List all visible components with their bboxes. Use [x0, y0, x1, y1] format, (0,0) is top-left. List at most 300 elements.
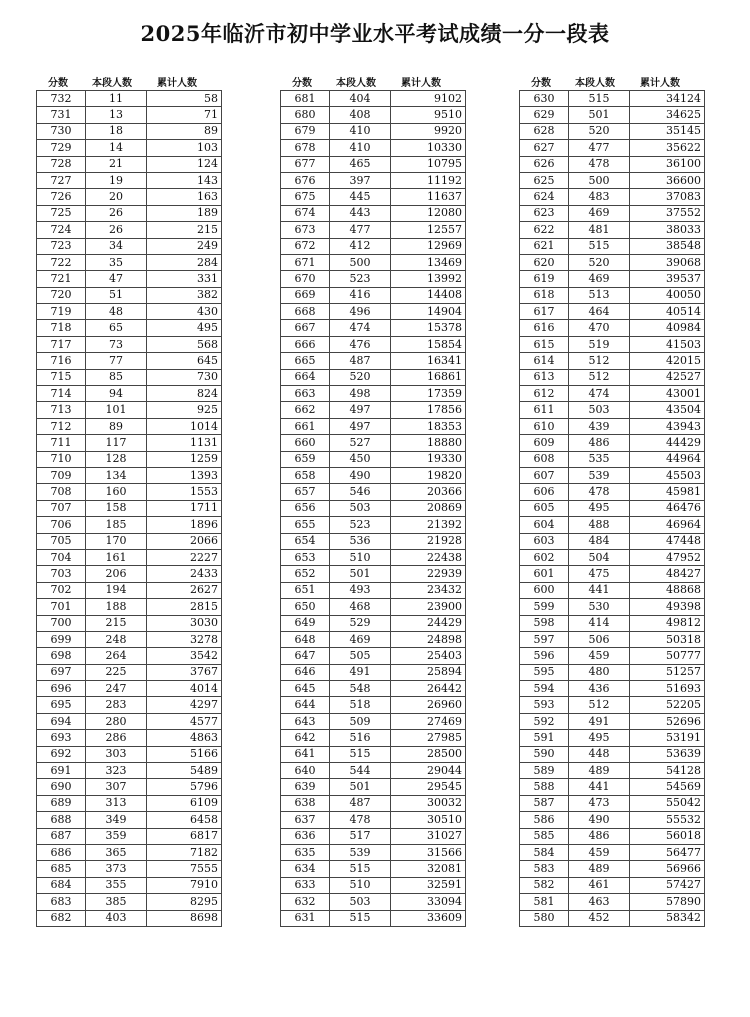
cumulative-count-cell: 2627: [147, 582, 222, 598]
score-cell: 728: [37, 156, 86, 172]
segment-count-cell: 512: [569, 353, 630, 369]
segment-count-cell: 355: [86, 877, 147, 893]
table-row: [520, 205, 705, 221]
segment-count-cell: 490: [330, 467, 391, 483]
score-cell: 701: [37, 599, 86, 615]
table-row: [37, 664, 222, 680]
score-cell: 696: [37, 681, 86, 697]
cumulative-count-cell: 15378: [391, 320, 466, 336]
cumulative-count-cell: 47448: [630, 533, 705, 549]
segment-count-cell: 20: [86, 189, 147, 205]
table-row: [37, 861, 222, 877]
segment-count-cell: 94: [86, 386, 147, 402]
segment-count-cell: 517: [330, 828, 391, 844]
cumulative-count-cell: 124: [147, 156, 222, 172]
column-header: [36, 72, 222, 90]
cumulative-count-cell: 11192: [391, 172, 466, 188]
segment-count-cell: 474: [569, 386, 630, 402]
segment-count-cell: 117: [86, 435, 147, 451]
cumulative-count-cell: 103: [147, 140, 222, 156]
table-row: [37, 451, 222, 467]
score-cell: 674: [281, 205, 330, 221]
score-cell: 635: [281, 844, 330, 860]
table-row: [520, 648, 705, 664]
cumulative-count-cell: 37552: [630, 205, 705, 221]
score-cell: 641: [281, 746, 330, 762]
segment-count-cell: 523: [330, 517, 391, 533]
score-cell: 669: [281, 287, 330, 303]
score-cell: 591: [520, 730, 569, 746]
score-cell: 615: [520, 336, 569, 352]
segment-count-cell: 468: [330, 599, 391, 615]
segment-count-cell: 303: [86, 746, 147, 762]
cumulative-count-cell: 54128: [630, 763, 705, 779]
table-row: [281, 205, 466, 221]
score-cell: 594: [520, 681, 569, 697]
table-row: [520, 910, 705, 926]
segment-count-cell: 530: [569, 599, 630, 615]
score-cell: 630: [520, 91, 569, 107]
cumulative-count-cell: 16341: [391, 353, 466, 369]
table-row: [37, 549, 222, 565]
table-row: [37, 566, 222, 582]
cumulative-count-cell: 7555: [147, 861, 222, 877]
segment-count-cell: 445: [330, 189, 391, 205]
table-row: [281, 386, 466, 402]
segment-count-cell: 441: [569, 582, 630, 598]
table-row: [281, 631, 466, 647]
table-row: [520, 500, 705, 516]
cumulative-count-cell: 58: [147, 91, 222, 107]
cumulative-count-cell: 23900: [391, 599, 466, 615]
segment-count-cell: 515: [330, 861, 391, 877]
table-row: [281, 795, 466, 811]
table-row: [520, 779, 705, 795]
score-cell: 642: [281, 730, 330, 746]
score-cell: 668: [281, 304, 330, 320]
score-cell: 647: [281, 648, 330, 664]
table-row: [520, 861, 705, 877]
table-row: [281, 320, 466, 336]
table-row: [520, 533, 705, 549]
score-cell: 587: [520, 795, 569, 811]
table-row: [520, 353, 705, 369]
table-row: [520, 484, 705, 500]
score-cell: 681: [281, 91, 330, 107]
score-cell: 671: [281, 254, 330, 270]
table-row: [37, 369, 222, 385]
segment-count-cell: 546: [330, 484, 391, 500]
segment-count-cell: 477: [330, 222, 391, 238]
score-table: [280, 90, 466, 927]
score-cell: 725: [37, 205, 86, 221]
cumulative-count-cell: 18353: [391, 418, 466, 434]
segment-count-cell: 505: [330, 648, 391, 664]
cumulative-count-cell: 18880: [391, 435, 466, 451]
score-cell: 721: [37, 271, 86, 287]
segment-count-cell: 527: [330, 435, 391, 451]
table-row: [520, 369, 705, 385]
score-cell: 693: [37, 730, 86, 746]
segment-count-cell: 515: [569, 238, 630, 254]
cumulative-count-cell: 43001: [630, 386, 705, 402]
score-cell: 731: [37, 107, 86, 123]
segment-count-cell: 520: [330, 369, 391, 385]
score-cell: 646: [281, 664, 330, 680]
table-row: [281, 91, 466, 107]
score-cell: 702: [37, 582, 86, 598]
segment-count-cell: 498: [330, 386, 391, 402]
cumulative-count-cell: 23432: [391, 582, 466, 598]
table-row: [37, 500, 222, 516]
score-column-3: [519, 72, 705, 927]
table-row: [520, 336, 705, 352]
table-row: [37, 713, 222, 729]
score-cell: 699: [37, 631, 86, 647]
cumulative-count-cell: 51693: [630, 681, 705, 697]
score-cell: 628: [520, 123, 569, 139]
table-row: [281, 861, 466, 877]
score-cell: 694: [37, 713, 86, 729]
table-row: [520, 189, 705, 205]
table-row: [520, 467, 705, 483]
cumulative-count-cell: 430: [147, 304, 222, 320]
score-cell: 597: [520, 631, 569, 647]
cumulative-count-cell: 331: [147, 271, 222, 287]
table-row: [520, 877, 705, 893]
segment-count-cell: 448: [569, 746, 630, 762]
cumulative-count-cell: 143: [147, 172, 222, 188]
cumulative-count-cell: 284: [147, 254, 222, 270]
cumulative-count-cell: 13992: [391, 271, 466, 287]
cumulative-count-cell: 30032: [391, 795, 466, 811]
cumulative-count-cell: 5489: [147, 763, 222, 779]
cumulative-count-cell: 55042: [630, 795, 705, 811]
cumulative-count-cell: 38548: [630, 238, 705, 254]
table-row: [37, 320, 222, 336]
cumulative-count-cell: 1711: [147, 500, 222, 516]
table-row: [520, 418, 705, 434]
score-cell: 590: [520, 746, 569, 762]
cumulative-count-cell: 21928: [391, 533, 466, 549]
table-row: [520, 763, 705, 779]
cumulative-count-cell: 56018: [630, 828, 705, 844]
score-cell: 688: [37, 812, 86, 828]
segment-count-cell: 501: [569, 107, 630, 123]
segment-count-cell: 443: [330, 205, 391, 221]
cumulative-count-cell: 37083: [630, 189, 705, 205]
table-row: [281, 533, 466, 549]
cumulative-count-cell: 15854: [391, 336, 466, 352]
table-row: [37, 287, 222, 303]
table-row: [281, 238, 466, 254]
table-row: [281, 287, 466, 303]
table-row: [520, 91, 705, 107]
table-row: [37, 795, 222, 811]
table-row: [520, 107, 705, 123]
segment-count-cell: 73: [86, 336, 147, 352]
score-cell: 640: [281, 763, 330, 779]
table-row: [281, 222, 466, 238]
segment-count-cell: 21: [86, 156, 147, 172]
cumulative-count-cell: 40514: [630, 304, 705, 320]
segment-count-cell: 495: [569, 730, 630, 746]
header-score: 分数: [292, 77, 312, 89]
score-cell: 613: [520, 369, 569, 385]
cumulative-count-cell: 31566: [391, 844, 466, 860]
cumulative-count-cell: 8698: [147, 910, 222, 926]
segment-count-cell: 539: [569, 467, 630, 483]
cumulative-count-cell: 45981: [630, 484, 705, 500]
cumulative-count-cell: 44964: [630, 451, 705, 467]
segment-count-cell: 441: [569, 779, 630, 795]
table-row: [281, 402, 466, 418]
segment-count-cell: 509: [330, 713, 391, 729]
header-segment-count: 本段人数: [336, 77, 376, 89]
score-cell: 614: [520, 353, 569, 369]
table-row: [520, 812, 705, 828]
table-row: [281, 140, 466, 156]
segment-count-cell: 412: [330, 238, 391, 254]
table-row: [37, 418, 222, 434]
segment-count-cell: 459: [569, 648, 630, 664]
column-header: [519, 72, 705, 90]
cumulative-count-cell: 645: [147, 353, 222, 369]
table-row: [37, 779, 222, 795]
table-row: [281, 894, 466, 910]
cumulative-count-cell: 36100: [630, 156, 705, 172]
cumulative-count-cell: 4014: [147, 681, 222, 697]
segment-count-cell: 487: [330, 795, 391, 811]
cumulative-count-cell: 36600: [630, 172, 705, 188]
cumulative-count-cell: 30510: [391, 812, 466, 828]
column-header: [280, 72, 466, 90]
table-row: [37, 812, 222, 828]
segment-count-cell: 500: [569, 172, 630, 188]
cumulative-count-cell: 44429: [630, 435, 705, 451]
score-column-1: [36, 72, 222, 927]
table-row: [520, 844, 705, 860]
table-row: [37, 467, 222, 483]
cumulative-count-cell: 2227: [147, 549, 222, 565]
cumulative-count-cell: 8295: [147, 894, 222, 910]
cumulative-count-cell: 6458: [147, 812, 222, 828]
segment-count-cell: 490: [569, 812, 630, 828]
cumulative-count-cell: 10795: [391, 156, 466, 172]
segment-count-cell: 504: [569, 549, 630, 565]
segment-count-cell: 510: [330, 877, 391, 893]
score-cell: 625: [520, 172, 569, 188]
cumulative-count-cell: 41503: [630, 336, 705, 352]
segment-count-cell: 404: [330, 91, 391, 107]
segment-count-cell: 359: [86, 828, 147, 844]
segment-count-cell: 101: [86, 402, 147, 418]
cumulative-count-cell: 49812: [630, 615, 705, 631]
cumulative-count-cell: 40984: [630, 320, 705, 336]
cumulative-count-cell: 24429: [391, 615, 466, 631]
cumulative-count-cell: 2066: [147, 533, 222, 549]
segment-count-cell: 89: [86, 418, 147, 434]
score-cell: 645: [281, 681, 330, 697]
score-cell: 685: [37, 861, 86, 877]
segment-count-cell: 13: [86, 107, 147, 123]
segment-count-cell: 481: [569, 222, 630, 238]
score-cell: 650: [281, 599, 330, 615]
score-cell: 715: [37, 369, 86, 385]
table-row: [37, 648, 222, 664]
segment-count-cell: 478: [330, 812, 391, 828]
cumulative-count-cell: 382: [147, 287, 222, 303]
header-cumulative-count: 累计人数: [640, 77, 680, 89]
score-cell: 711: [37, 435, 86, 451]
table-row: [281, 566, 466, 582]
segment-count-cell: 548: [330, 681, 391, 697]
segment-count-cell: 489: [569, 763, 630, 779]
segment-count-cell: 349: [86, 812, 147, 828]
table-row: [520, 730, 705, 746]
cumulative-count-cell: 48427: [630, 566, 705, 582]
cumulative-count-cell: 39068: [630, 254, 705, 270]
segment-count-cell: 26: [86, 205, 147, 221]
table-row: [281, 713, 466, 729]
cumulative-count-cell: 5796: [147, 779, 222, 795]
segment-count-cell: 51: [86, 287, 147, 303]
score-cell: 703: [37, 566, 86, 582]
cumulative-count-cell: 1131: [147, 435, 222, 451]
score-cell: 633: [281, 877, 330, 893]
segment-count-cell: 519: [569, 336, 630, 352]
cumulative-count-cell: 43504: [630, 402, 705, 418]
cumulative-count-cell: 4577: [147, 713, 222, 729]
cumulative-count-cell: 52696: [630, 713, 705, 729]
segment-count-cell: 506: [569, 631, 630, 647]
score-cell: 634: [281, 861, 330, 877]
cumulative-count-cell: 26960: [391, 697, 466, 713]
segment-count-cell: 469: [569, 205, 630, 221]
segment-count-cell: 408: [330, 107, 391, 123]
segment-count-cell: 520: [569, 254, 630, 270]
score-cell: 720: [37, 287, 86, 303]
cumulative-count-cell: 3278: [147, 631, 222, 647]
cumulative-count-cell: 20869: [391, 500, 466, 516]
score-cell: 712: [37, 418, 86, 434]
table-row: [281, 123, 466, 139]
segment-count-cell: 225: [86, 664, 147, 680]
segment-count-cell: 477: [569, 140, 630, 156]
cumulative-count-cell: 57427: [630, 877, 705, 893]
cumulative-count-cell: 249: [147, 238, 222, 254]
cumulative-count-cell: 25403: [391, 648, 466, 664]
cumulative-count-cell: 20366: [391, 484, 466, 500]
segment-count-cell: 495: [569, 500, 630, 516]
table-row: [281, 763, 466, 779]
table-row: [281, 779, 466, 795]
cumulative-count-cell: 9510: [391, 107, 466, 123]
score-cell: 686: [37, 844, 86, 860]
cumulative-count-cell: 39537: [630, 271, 705, 287]
table-row: [37, 353, 222, 369]
segment-count-cell: 529: [330, 615, 391, 631]
score-cell: 679: [281, 123, 330, 139]
score-cell: 708: [37, 484, 86, 500]
cumulative-count-cell: 17856: [391, 402, 466, 418]
cumulative-count-cell: 10330: [391, 140, 466, 156]
score-cell: 586: [520, 812, 569, 828]
table-row: [37, 156, 222, 172]
score-cell: 651: [281, 582, 330, 598]
cumulative-count-cell: 42015: [630, 353, 705, 369]
cumulative-count-cell: 19820: [391, 467, 466, 483]
table-row: [520, 549, 705, 565]
table-row: [520, 254, 705, 270]
table-row: [281, 467, 466, 483]
segment-count-cell: 161: [86, 549, 147, 565]
table-row: [281, 648, 466, 664]
table-row: [281, 812, 466, 828]
score-cell: 730: [37, 123, 86, 139]
segment-count-cell: 491: [330, 664, 391, 680]
cumulative-count-cell: 189: [147, 205, 222, 221]
segment-count-cell: 206: [86, 566, 147, 582]
score-cell: 609: [520, 435, 569, 451]
table-row: [520, 582, 705, 598]
cumulative-count-cell: 3542: [147, 648, 222, 664]
cumulative-count-cell: 46964: [630, 517, 705, 533]
table-row: [37, 763, 222, 779]
score-cell: 692: [37, 746, 86, 762]
score-cell: 654: [281, 533, 330, 549]
table-row: [37, 123, 222, 139]
segment-count-cell: 539: [330, 844, 391, 860]
cumulative-count-cell: 1259: [147, 451, 222, 467]
score-cell: 680: [281, 107, 330, 123]
segment-count-cell: 307: [86, 779, 147, 795]
table-row: [281, 107, 466, 123]
table-row: [37, 304, 222, 320]
table-row: [37, 254, 222, 270]
cumulative-count-cell: 1896: [147, 517, 222, 533]
score-cell: 639: [281, 779, 330, 795]
cumulative-count-cell: 32591: [391, 877, 466, 893]
table-row: [520, 894, 705, 910]
table-row: [281, 353, 466, 369]
segment-count-cell: 476: [330, 336, 391, 352]
table-row: [281, 189, 466, 205]
segment-count-cell: 11: [86, 91, 147, 107]
cumulative-count-cell: 49398: [630, 599, 705, 615]
table-row: [37, 517, 222, 533]
segment-count-cell: 501: [330, 566, 391, 582]
cumulative-count-cell: 25894: [391, 664, 466, 680]
table-row: [281, 304, 466, 320]
segment-count-cell: 34: [86, 238, 147, 254]
cumulative-count-cell: 56966: [630, 861, 705, 877]
segment-count-cell: 503: [569, 402, 630, 418]
cumulative-count-cell: 53639: [630, 746, 705, 762]
segment-count-cell: 475: [569, 566, 630, 582]
segment-count-cell: 544: [330, 763, 391, 779]
cumulative-count-cell: 34625: [630, 107, 705, 123]
segment-count-cell: 194: [86, 582, 147, 598]
table-row: [281, 435, 466, 451]
cumulative-count-cell: 45503: [630, 467, 705, 483]
score-cell: 682: [37, 910, 86, 926]
segment-count-cell: 436: [569, 681, 630, 697]
cumulative-count-cell: 4863: [147, 730, 222, 746]
cumulative-count-cell: 6817: [147, 828, 222, 844]
cumulative-count-cell: 32081: [391, 861, 466, 877]
score-cell: 583: [520, 861, 569, 877]
